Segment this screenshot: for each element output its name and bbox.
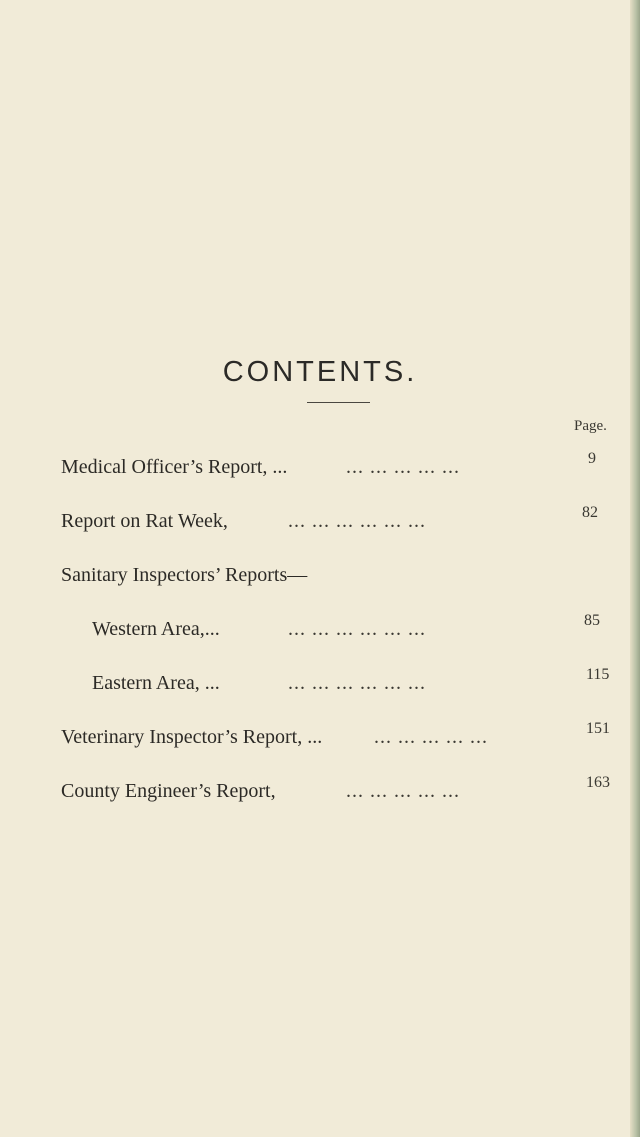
toc-entry-label: Veterinary Inspector’s Report, ... (61, 726, 323, 748)
toc-entry-page: 85 (584, 612, 600, 629)
toc-entry-leader: ... ... ... ... ... (346, 456, 460, 478)
toc-entry-leader: ... ... ... ... ... ... (288, 618, 426, 640)
toc-entry-page: 163 (586, 774, 610, 791)
toc-entry-veterinary-inspector (0, 720, 640, 756)
toc-entry-page: 151 (586, 720, 610, 737)
toc-entry-leader: ... ... ... ... ... ... (288, 672, 426, 694)
toc-entry-leader: ... ... ... ... ... (346, 780, 460, 802)
toc-entry-label: Western Area,... (92, 618, 220, 640)
toc-entry-sanitary-inspectors (0, 564, 640, 594)
toc-entry-leader: ... ... ... ... ... ... (288, 510, 426, 532)
toc-entry-medical-officer (0, 450, 640, 486)
title-rule (307, 402, 370, 403)
toc-entry-rat-week (0, 504, 640, 540)
toc-entry-label: County Engineer’s Report, (61, 780, 276, 802)
toc-entry-county-engineer (0, 774, 640, 810)
toc-entry-page: 9 (588, 450, 596, 467)
toc-entry-label: Eastern Area, ... (92, 672, 220, 694)
toc-entry-label: Report on Rat Week, (61, 510, 228, 532)
toc-entry-leader: ... ... ... ... ... (374, 726, 488, 748)
toc-entry-page: 82 (582, 504, 598, 521)
toc-entry-label: Sanitary Inspectors’ Reports— (61, 564, 308, 586)
toc-entry-page: 115 (586, 666, 610, 683)
toc-entry-label: Medical Officer’s Report, ... (61, 456, 288, 478)
contents-title: CONTENTS. (222, 356, 418, 388)
toc-entry-western-area (0, 612, 640, 648)
toc-entry-eastern-area (0, 666, 640, 702)
page-column-header: Page. (574, 418, 607, 434)
